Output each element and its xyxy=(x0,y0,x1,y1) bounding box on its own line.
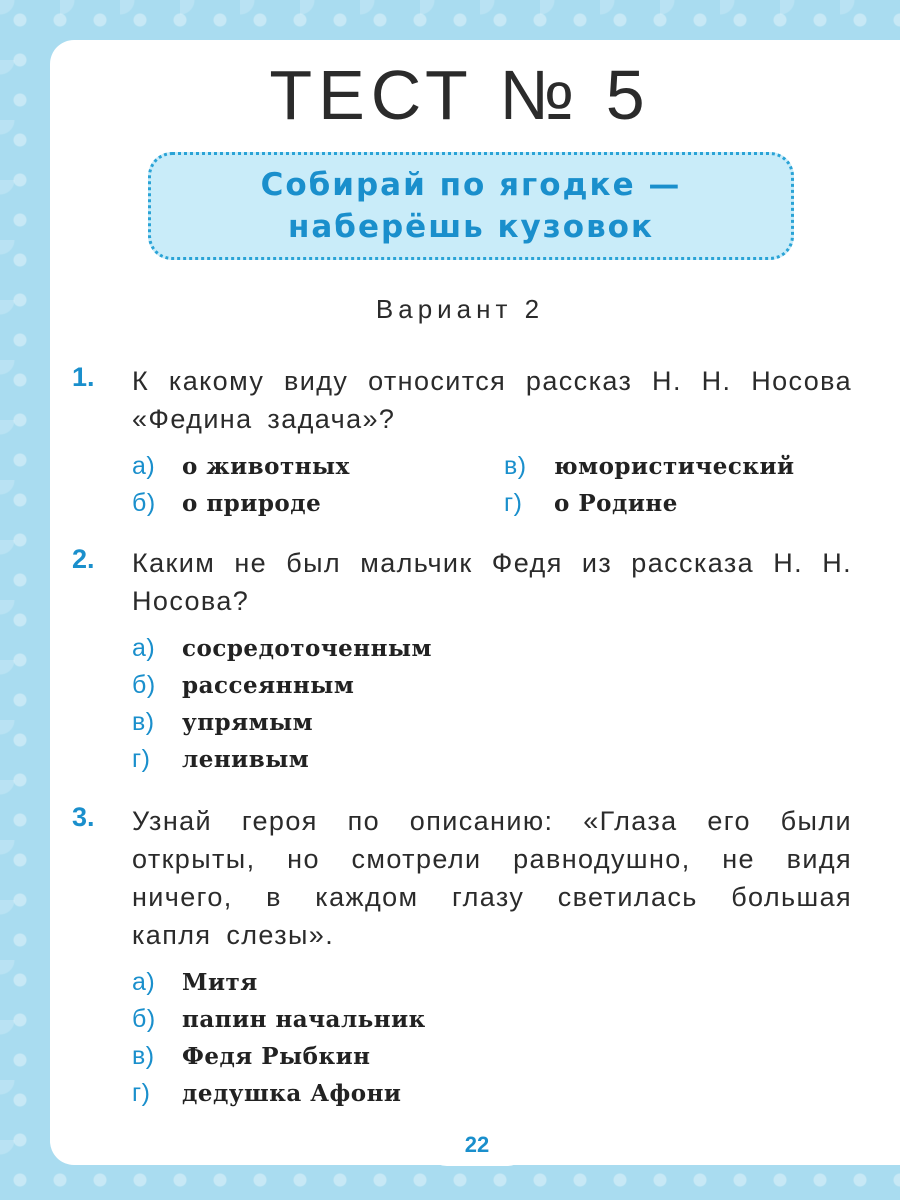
page-number: 22 xyxy=(425,1120,529,1166)
option-text: папин начальник xyxy=(182,1006,426,1033)
question-text: Узнай героя по описанию: «Глаза его были открыты, но смотрели равнодушно, не видя ничего, в каждом глазу светилась большая капля слезы». xyxy=(132,806,852,950)
option-letter: б) xyxy=(132,671,156,699)
answer-option[interactable] xyxy=(132,964,852,1001)
question-number: 1. xyxy=(72,362,95,392)
question-text: К какому виду относится рассказ Н. Н. Носова «Федина задача»? xyxy=(132,366,852,434)
answer-options xyxy=(132,964,852,1112)
option-letter: а) xyxy=(132,968,156,996)
answer-option[interactable] xyxy=(132,448,504,485)
option-letter: а) xyxy=(132,452,156,480)
option-text: о природе xyxy=(182,490,322,517)
option-letter: б) xyxy=(132,489,156,517)
question-1 xyxy=(72,362,852,522)
option-letter: в) xyxy=(504,452,527,480)
answer-option[interactable] xyxy=(132,1038,852,1075)
option-letter: б) xyxy=(132,1005,156,1033)
option-letter: в) xyxy=(132,1042,155,1070)
option-text: рассеянным xyxy=(182,672,355,699)
answer-option[interactable] xyxy=(132,741,852,778)
option-text: дедушка Афони xyxy=(182,1080,402,1107)
answer-options xyxy=(132,630,852,778)
option-letter: г) xyxy=(132,1079,151,1107)
answer-options xyxy=(132,448,852,522)
option-text: о животных xyxy=(182,453,350,480)
answer-option[interactable] xyxy=(504,485,804,522)
answer-option[interactable] xyxy=(132,1075,852,1112)
question-2 xyxy=(72,544,852,778)
variant-label: Вариант 2 xyxy=(375,294,545,324)
question-number: 3. xyxy=(72,802,95,832)
answer-option[interactable] xyxy=(132,704,852,741)
answer-option[interactable] xyxy=(132,630,852,667)
answer-option[interactable] xyxy=(504,448,804,485)
option-letter: а) xyxy=(132,634,156,662)
option-text: ленивым xyxy=(182,746,310,773)
question-number: 2. xyxy=(72,544,95,574)
proverb-text: Собирай по ягодке — наберёшь кузовок xyxy=(260,167,682,245)
option-letter: в) xyxy=(132,708,155,736)
question-3 xyxy=(72,802,852,1112)
option-text: юмористический xyxy=(554,453,795,480)
page-title: ТЕСТ № 5 xyxy=(269,56,651,134)
option-text: о Родине xyxy=(554,490,678,517)
question-text: Каким не был мальчик Федя из рассказа Н. Н. Носова? xyxy=(132,548,852,616)
answer-option[interactable] xyxy=(132,667,852,704)
option-text: Митя xyxy=(182,969,258,996)
proverb-banner xyxy=(148,152,794,260)
option-letter: г) xyxy=(132,745,151,773)
option-text: Федя Рыбкин xyxy=(182,1043,371,1070)
option-text: сосредоточенным xyxy=(182,635,432,662)
answer-option[interactable] xyxy=(132,485,504,522)
answer-option[interactable] xyxy=(132,1001,852,1038)
option-text: упрямым xyxy=(182,709,314,736)
option-letter: г) xyxy=(504,489,523,517)
